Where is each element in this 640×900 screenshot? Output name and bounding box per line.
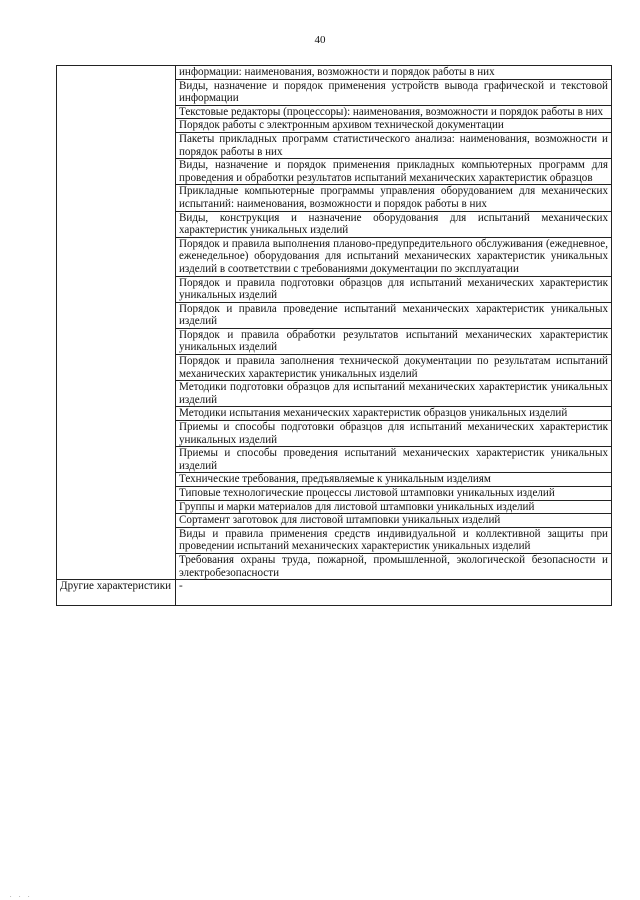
other-characteristics-row xyxy=(57,580,612,606)
table-cell: Порядок и правила заполнения технической документации по результатам испытаний механических характеристик уникальных изделий xyxy=(176,355,612,381)
table-cell: Прикладные компьютерные программы управления оборудованием для механических испытаний: наименования, возможности и порядок работы в них xyxy=(176,185,612,211)
table-cell: Типовые технологические процессы листовой штамповки уникальных изделий xyxy=(176,487,612,501)
table-cell: Приемы и способы подготовки образцов для испытаний механических характеристик уникальных изделий xyxy=(176,421,612,447)
table-cell: Технические требования, предъявляемые к уникальным изделиям xyxy=(176,473,612,487)
scan-artifact: . . . xyxy=(10,893,33,899)
table-cell: Приемы и способы проведения испытаний механических характеристик уникальных изделий xyxy=(176,447,612,473)
knowledge-table xyxy=(56,65,612,606)
table-row xyxy=(57,66,612,80)
table-cell: Виды и правила применения средств индивидуальной и коллективной защиты при проведении испытаний механических характеристик уникальных изделий xyxy=(176,527,612,553)
table-cell: Порядок работы с электронным архивом технической документации xyxy=(176,119,612,133)
table-cell: Текстовые редакторы (процессоры): наименования, возможности и порядок работы в них xyxy=(176,105,612,119)
other-characteristics-label: Другие характеристики xyxy=(57,580,176,606)
table-cell: Группы и марки материалов для листовой штамповки уникальных изделий xyxy=(176,500,612,514)
table-cell: Виды, назначение и порядок применения устройств вывода графической и текстовой информации xyxy=(176,79,612,105)
table-cell: Порядок и правила обработки результатов испытаний механических характеристик уникальных изделий xyxy=(176,328,612,354)
table-cell: Виды, конструкция и назначение оборудования для испытаний механических характеристик уникальных изделий xyxy=(176,211,612,237)
table-cell: Требования охраны труда, пожарной, промышленной, экологической безопасности и электробезопасности xyxy=(176,553,612,579)
table-cell: Порядок и правила выполнения планово-предупредительного обслуживания (ежедневное, еженедельное) оборудования для испытаний механических характеристик уникальных изделий в соответствии с требованиями документации по эксплуатации xyxy=(176,237,612,276)
page-number: 40 xyxy=(314,34,326,46)
table-cell: Виды, назначение и порядок применения прикладных компьютерных программ для проведения и обработки результатов испытаний механических характеристик образцов xyxy=(176,159,612,185)
empty-left-cell xyxy=(57,66,176,580)
table-cell: Сортамент заготовок для листовой штамповки уникальных изделий xyxy=(176,514,612,528)
table-cell: Порядок и правила подготовки образцов для испытаний механических характеристик уникальных изделий xyxy=(176,276,612,302)
table-cell: информации: наименования, возможности и порядок работы в них xyxy=(176,66,612,80)
other-characteristics-value: - xyxy=(176,580,612,606)
table-cell: Методики испытания механических характеристик образцов уникальных изделий xyxy=(176,407,612,421)
table-cell: Пакеты прикладных программ статистического анализа: наименования, возможности и порядок работы в них xyxy=(176,132,612,158)
table-cell: Порядок и правила проведение испытаний механических характеристик уникальных изделий xyxy=(176,302,612,328)
table-cell: Методики подготовки образцов для испытаний механических характеристик уникальных изделий xyxy=(176,381,612,407)
